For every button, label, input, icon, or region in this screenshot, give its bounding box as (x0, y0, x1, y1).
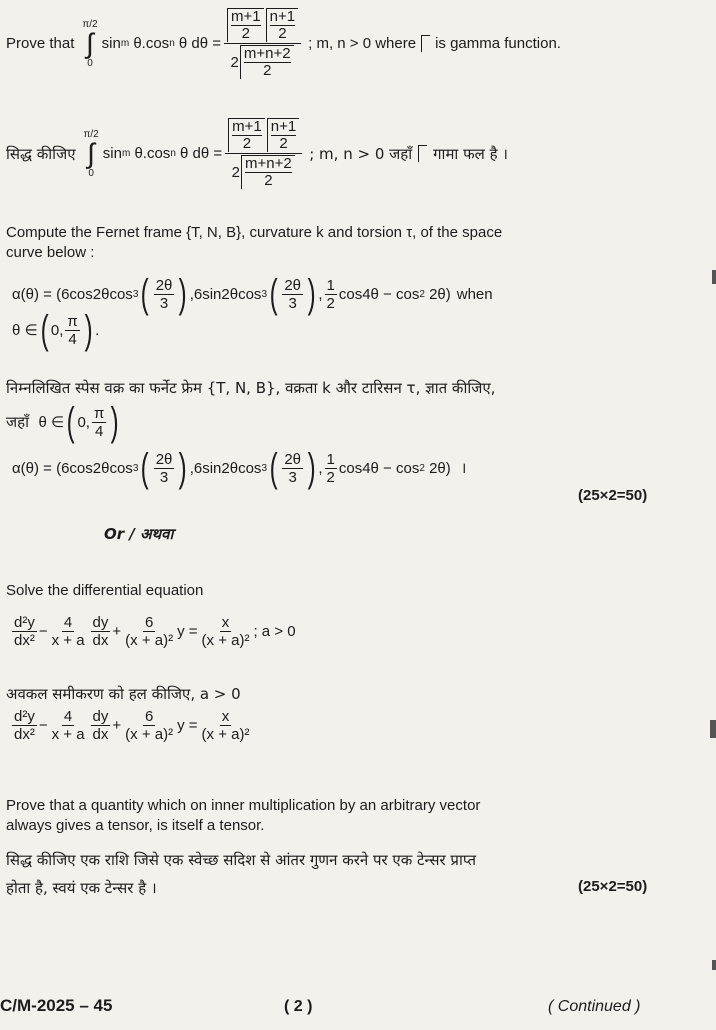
q1-hindi: सिद्ध कीजिए π/2 ∫ 0 sin m θ.cos n θ dθ = m+1 2 n+1 2 2 m+n+2 2 ; m, n > 0 जहाँ गामा फल है । (6, 118, 508, 189)
q4-hindi-text: सिद्ध कीजिए एक राशि जिसे एक स्वेच्छ सदिश से आंतर गुणन करने पर एक टेन्सर प्राप्त होता है, स्वयं एक टेन्सर है । (6, 851, 477, 897)
gamma-fraction: m+1 2 n+1 2 2 m+n+2 2 (224, 8, 301, 79)
edge-mark (712, 270, 716, 284)
q1-hindi-label: सिद्ध कीजिए (6, 144, 76, 163)
edge-mark (712, 960, 716, 970)
q2-curve-equation: α(θ) = (6cos2θcos 3 ( $\frac{2\theta}{3}$ ) ,6sin2θcos 3 ( $\frac{2\theta}{3}$ ) , $\frac{1}{2}$ cos4θ − cos 2 2θ) when (12, 272, 493, 316)
q2-interval: θ ∈ ( 0, $\frac{\pi}{4}$ ) . (12, 308, 100, 352)
q3-hindi-text: अवकल समीकरण को हल कीजिए, a > 0 (6, 685, 241, 703)
footer-code: C/M-2025 – 45 (0, 996, 113, 1015)
or-separator: Or / अथवा (104, 525, 174, 543)
q3-equation: $\frac{\text{d²y}}{\text{dx²}}$ − $\frac{4}{x + a}$ $\frac{dy}{dx}$ + $\frac{6}{\text{(x + a)²}}$ y = $\frac{x}{\text{(x + a)²}}$ ; a > 0 (14, 614, 296, 649)
q2-hindi-text: निम्नलिखित स्पेस वक्र का फर्नेट फ्रेम {T, N, B}, वक्रता k और टारिसन τ, ज्ञात कीजिए, (6, 379, 496, 397)
edge-mark (710, 720, 716, 738)
q2-curve-equation-hi: α(θ) = (6cos2θcos 3 ( $\frac{2\theta}{3}$ ) ,6sin2θcos 3 ( $\frac{2\theta}{3}$ ) , $\frac{1}{2}$ cos4θ − cos 2 2θ) । (12, 446, 467, 490)
footer-page-number: ( 2 ) (284, 998, 313, 1015)
q4-english-text: Prove that a quantity which on inner multiplication by an arbitrary vector always gives a tensor, is itself a tensor. (6, 797, 481, 834)
q2-hindi-interval: जहाँ θ ∈ ( 0, $\frac{\pi}{4}$ ) (6, 400, 119, 444)
gamma-symbol-hi (418, 145, 427, 162)
gamma-symbol (421, 35, 430, 52)
q4-marks: (25×2=50) (578, 878, 648, 895)
integral-symbol-hi: π/2 ∫ 0 (83, 128, 99, 179)
q1-english: Prove that π/2 ∫ 0 sin m θ.cos n θ dθ = m+1 2 n+1 2 2 m+n+2 2 ; m, n > 0 where is gamma function. (6, 8, 561, 79)
gamma-fraction-hi: m+1 2 n+1 2 2 m+n+2 2 (225, 118, 302, 189)
q2-english-text: Compute the Fernet frame {T, N, B}, curvature k and torsion τ, of the space curve below : (6, 224, 503, 261)
q1-prove-label: Prove that (6, 35, 75, 52)
q2-marks: (25×2=50) (578, 487, 648, 504)
q3-equation-hi: $\frac{\text{d²y}}{\text{dx²}}$ − $\frac{4}{x + a}$ $\frac{dy}{dx}$ + $\frac{6}{\text{(x + a)²}}$ y = $\frac{x}{\text{(x + a)²}}$ (14, 708, 250, 743)
footer-continued: ( Continued ) (548, 998, 641, 1015)
integral-symbol: π/2 ∫ 0 (82, 18, 98, 69)
q3-english-text: Solve the differential equation (6, 582, 204, 599)
